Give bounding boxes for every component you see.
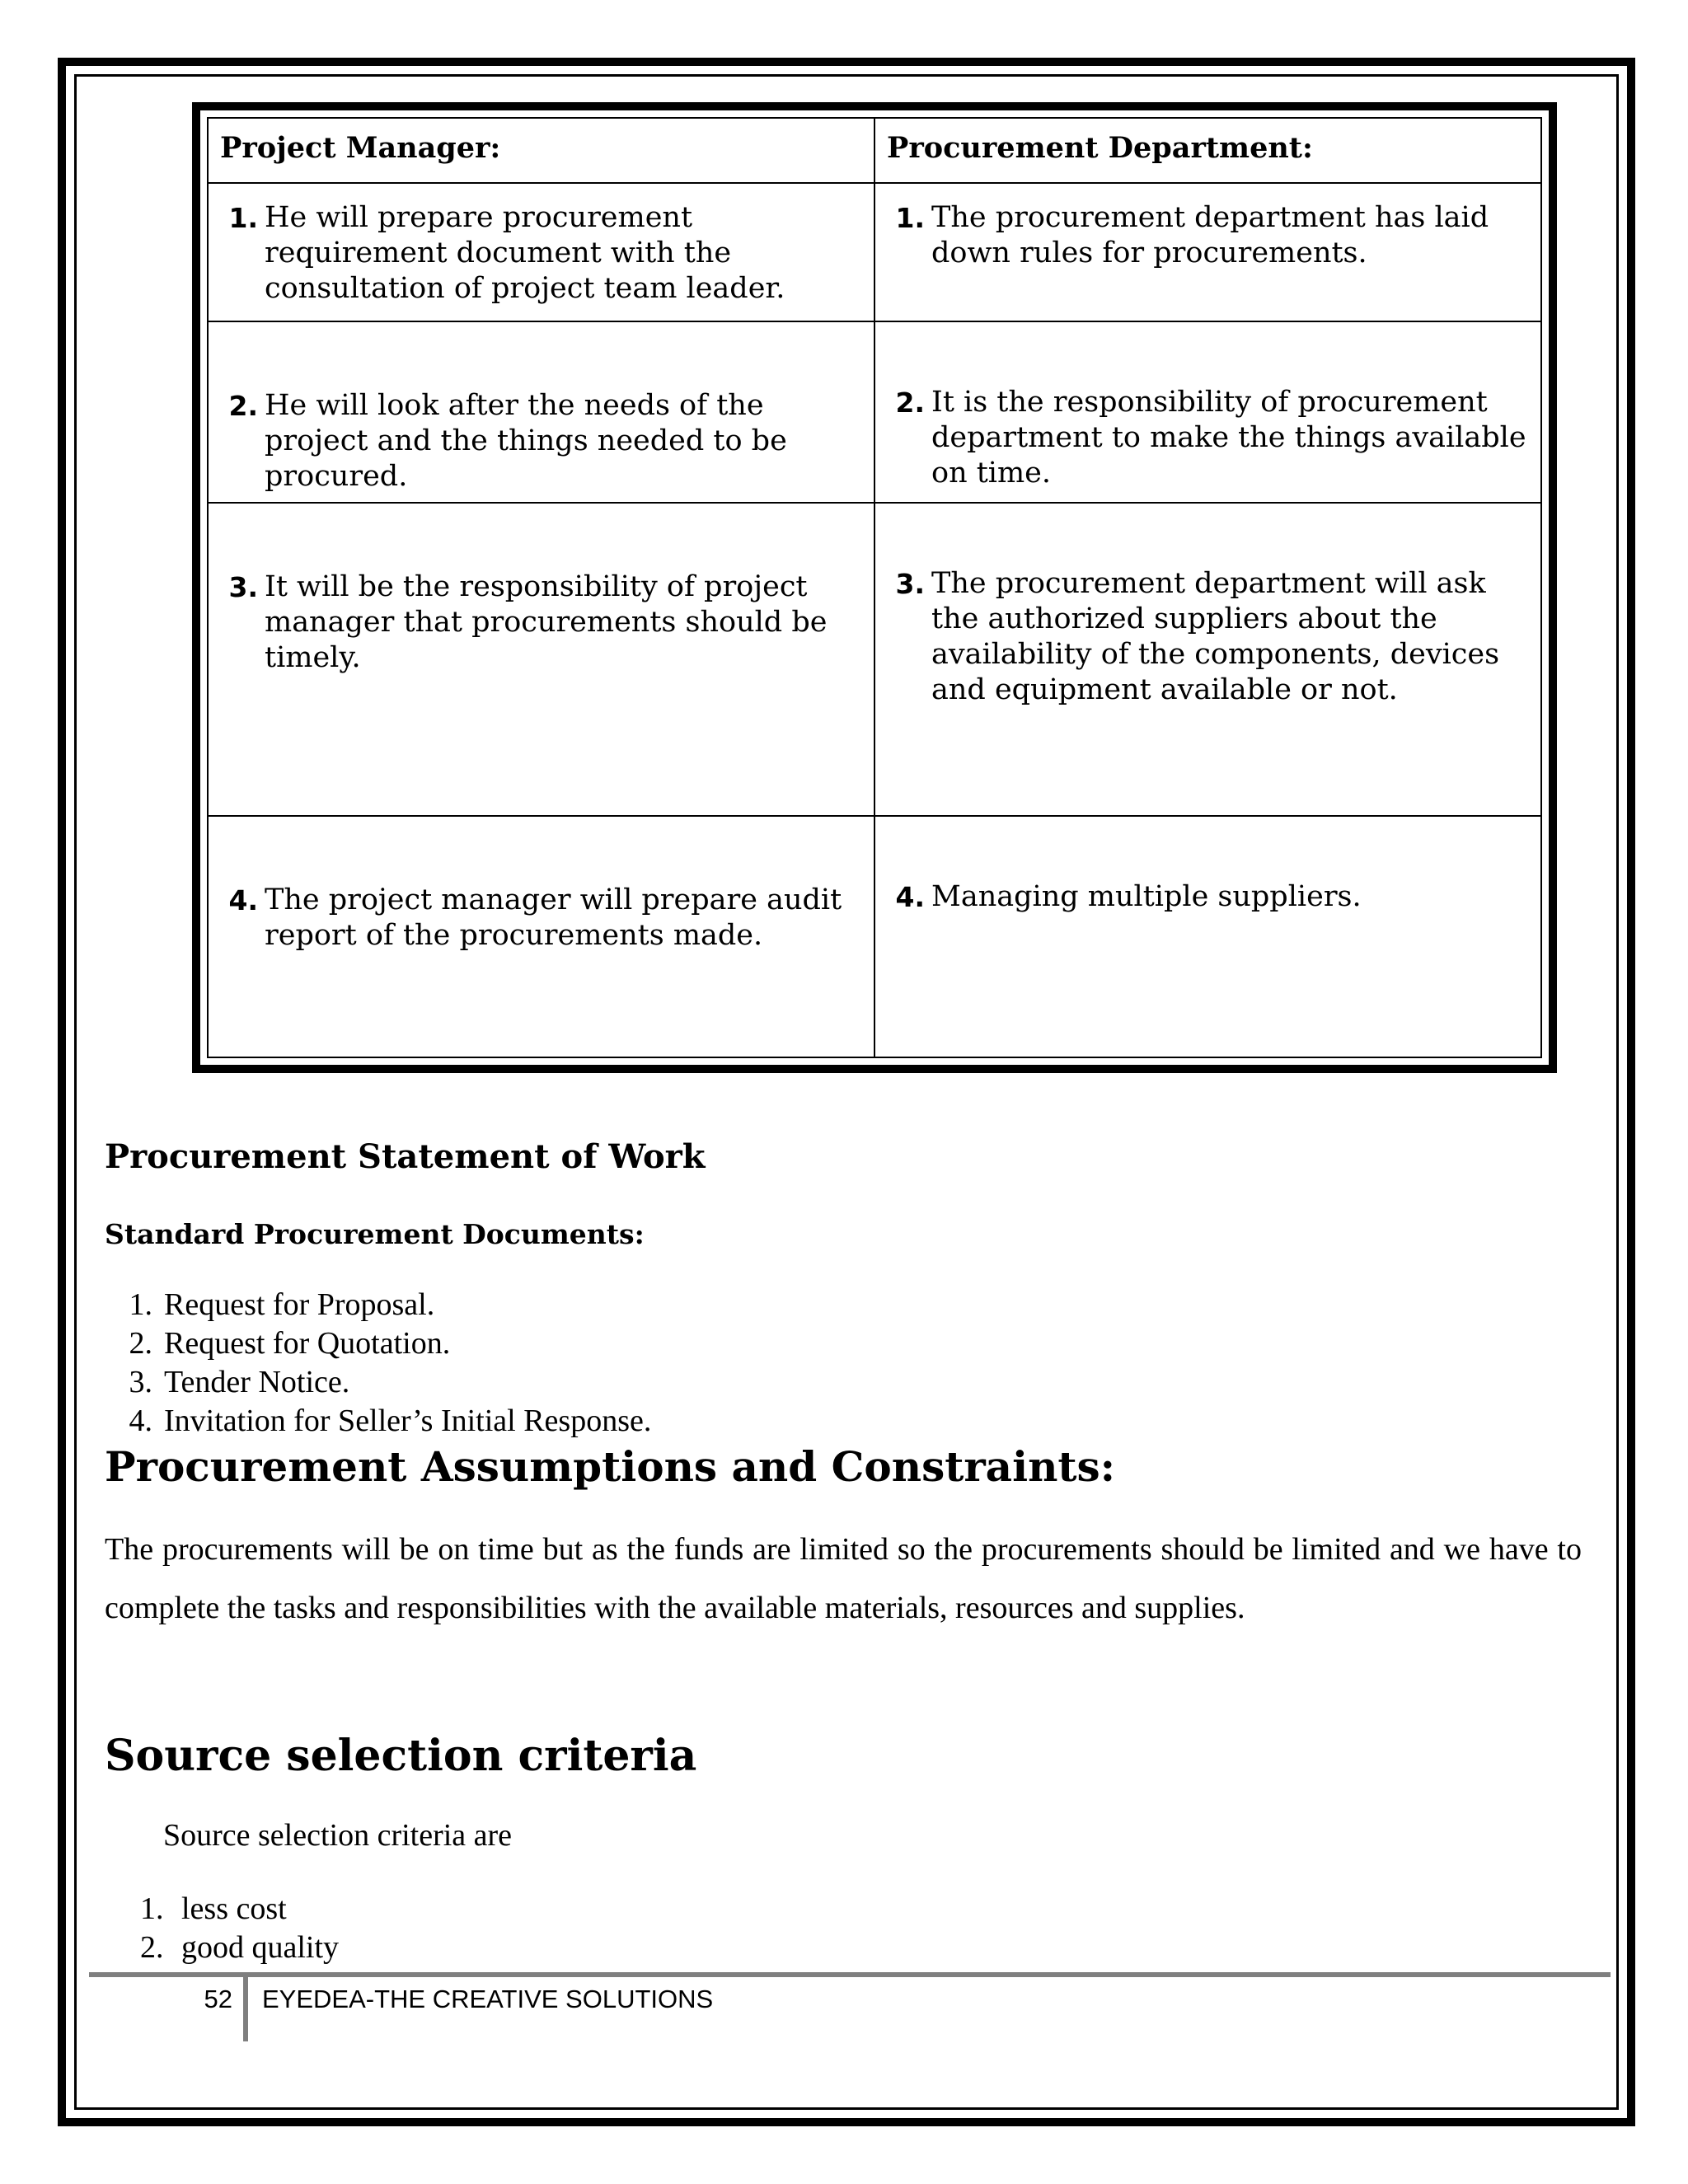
item-text: It will be the responsibility of project manager that procurements should be timely. bbox=[265, 570, 828, 674]
item-number: 4. bbox=[129, 1404, 152, 1438]
item-number: 1. bbox=[129, 1287, 152, 1322]
responsibility-table-inner bbox=[207, 117, 1542, 1058]
footer-vertical-divider bbox=[243, 1977, 248, 2041]
item-text: The procurement department has laid down rules for procurements. bbox=[931, 201, 1489, 269]
page-number: 52 bbox=[204, 1985, 232, 2013]
list-item bbox=[140, 1929, 339, 1967]
responsibility-table bbox=[192, 102, 1557, 1073]
source-selection-list bbox=[140, 1890, 339, 1967]
table-cell bbox=[209, 816, 874, 1057]
item-number: 2. bbox=[228, 390, 258, 422]
list-item bbox=[220, 200, 862, 307]
list-item bbox=[105, 1363, 651, 1402]
list-item bbox=[105, 1324, 651, 1363]
item-text: good quality bbox=[181, 1930, 340, 1965]
item-number: 2. bbox=[129, 1326, 152, 1361]
standard-documents-list bbox=[105, 1286, 651, 1441]
list-item bbox=[887, 385, 1529, 491]
section-heading-source-selection: Source selection criteria bbox=[105, 1731, 697, 1781]
list-item bbox=[105, 1402, 651, 1441]
item-text: Tender Notice. bbox=[164, 1365, 350, 1399]
header-project-manager: Project Manager: bbox=[209, 119, 874, 183]
list-item bbox=[220, 569, 862, 676]
responsibility-table-grid bbox=[209, 119, 1540, 1057]
item-number: 1. bbox=[895, 202, 925, 234]
footer-divider bbox=[89, 1972, 1611, 1977]
list-item bbox=[887, 879, 1529, 915]
section-heading-assumptions: Procurement Assumptions and Constraints: bbox=[105, 1442, 1116, 1491]
item-text: He will prepare procurement requirement document with the consultation of project team leader. bbox=[265, 201, 785, 305]
list-item bbox=[220, 388, 862, 494]
list-item bbox=[105, 1286, 651, 1324]
subheading-standard-documents: Standard Procurement Documents: bbox=[105, 1218, 645, 1250]
section-heading-statement-of-work: Procurement Statement of Work bbox=[105, 1137, 706, 1176]
item-text: Managing multiple suppliers. bbox=[931, 880, 1362, 913]
list-item bbox=[887, 566, 1529, 708]
item-text: less cost bbox=[181, 1891, 287, 1926]
item-number: 2. bbox=[895, 387, 925, 419]
header-procurement-department: Procurement Department: bbox=[874, 119, 1540, 183]
list-item bbox=[140, 1890, 339, 1929]
table-cell bbox=[209, 503, 874, 816]
item-text: The procurement department will ask the authorized suppliers about the availability of the components, devices and equipment available or not. bbox=[931, 567, 1500, 706]
item-number: 3. bbox=[228, 571, 258, 603]
item-text: Invitation for Seller’s Initial Response. bbox=[164, 1404, 652, 1438]
table-cell bbox=[209, 183, 874, 321]
item-text: Request for Quotation. bbox=[164, 1326, 451, 1361]
item-number: 2. bbox=[140, 1930, 164, 1965]
footer-brand: EYEDEA-THE CREATIVE SOLUTIONS bbox=[262, 1985, 714, 2013]
table-cell bbox=[874, 503, 1540, 816]
table-cell bbox=[874, 321, 1540, 503]
item-number: 3. bbox=[895, 568, 925, 600]
list-item bbox=[887, 200, 1529, 271]
item-number: 4. bbox=[895, 881, 925, 913]
table-cell bbox=[874, 816, 1540, 1057]
item-text: Request for Proposal. bbox=[164, 1287, 435, 1322]
item-number: 4. bbox=[228, 884, 258, 916]
item-number: 1. bbox=[228, 202, 258, 234]
table-cell bbox=[874, 183, 1540, 321]
item-number: 3. bbox=[129, 1365, 152, 1399]
item-text: It is the responsibility of procurement department to make the things available on time. bbox=[931, 386, 1526, 490]
item-text: He will look after the needs of the project and the things needed to be procured. bbox=[265, 389, 787, 493]
source-selection-intro: Source selection criteria are bbox=[163, 1818, 513, 1853]
item-number: 1. bbox=[140, 1891, 164, 1926]
list-item bbox=[220, 883, 862, 954]
table-cell bbox=[209, 321, 874, 503]
assumptions-paragraph: The procurements will be on time but as the funds are limited so the procurements should be limited and we have to complete the tasks and responsibilities with the available materials, resources and supplies. bbox=[105, 1532, 1582, 1625]
item-text: The project manager will prepare audit report of the procurements made. bbox=[265, 883, 842, 952]
